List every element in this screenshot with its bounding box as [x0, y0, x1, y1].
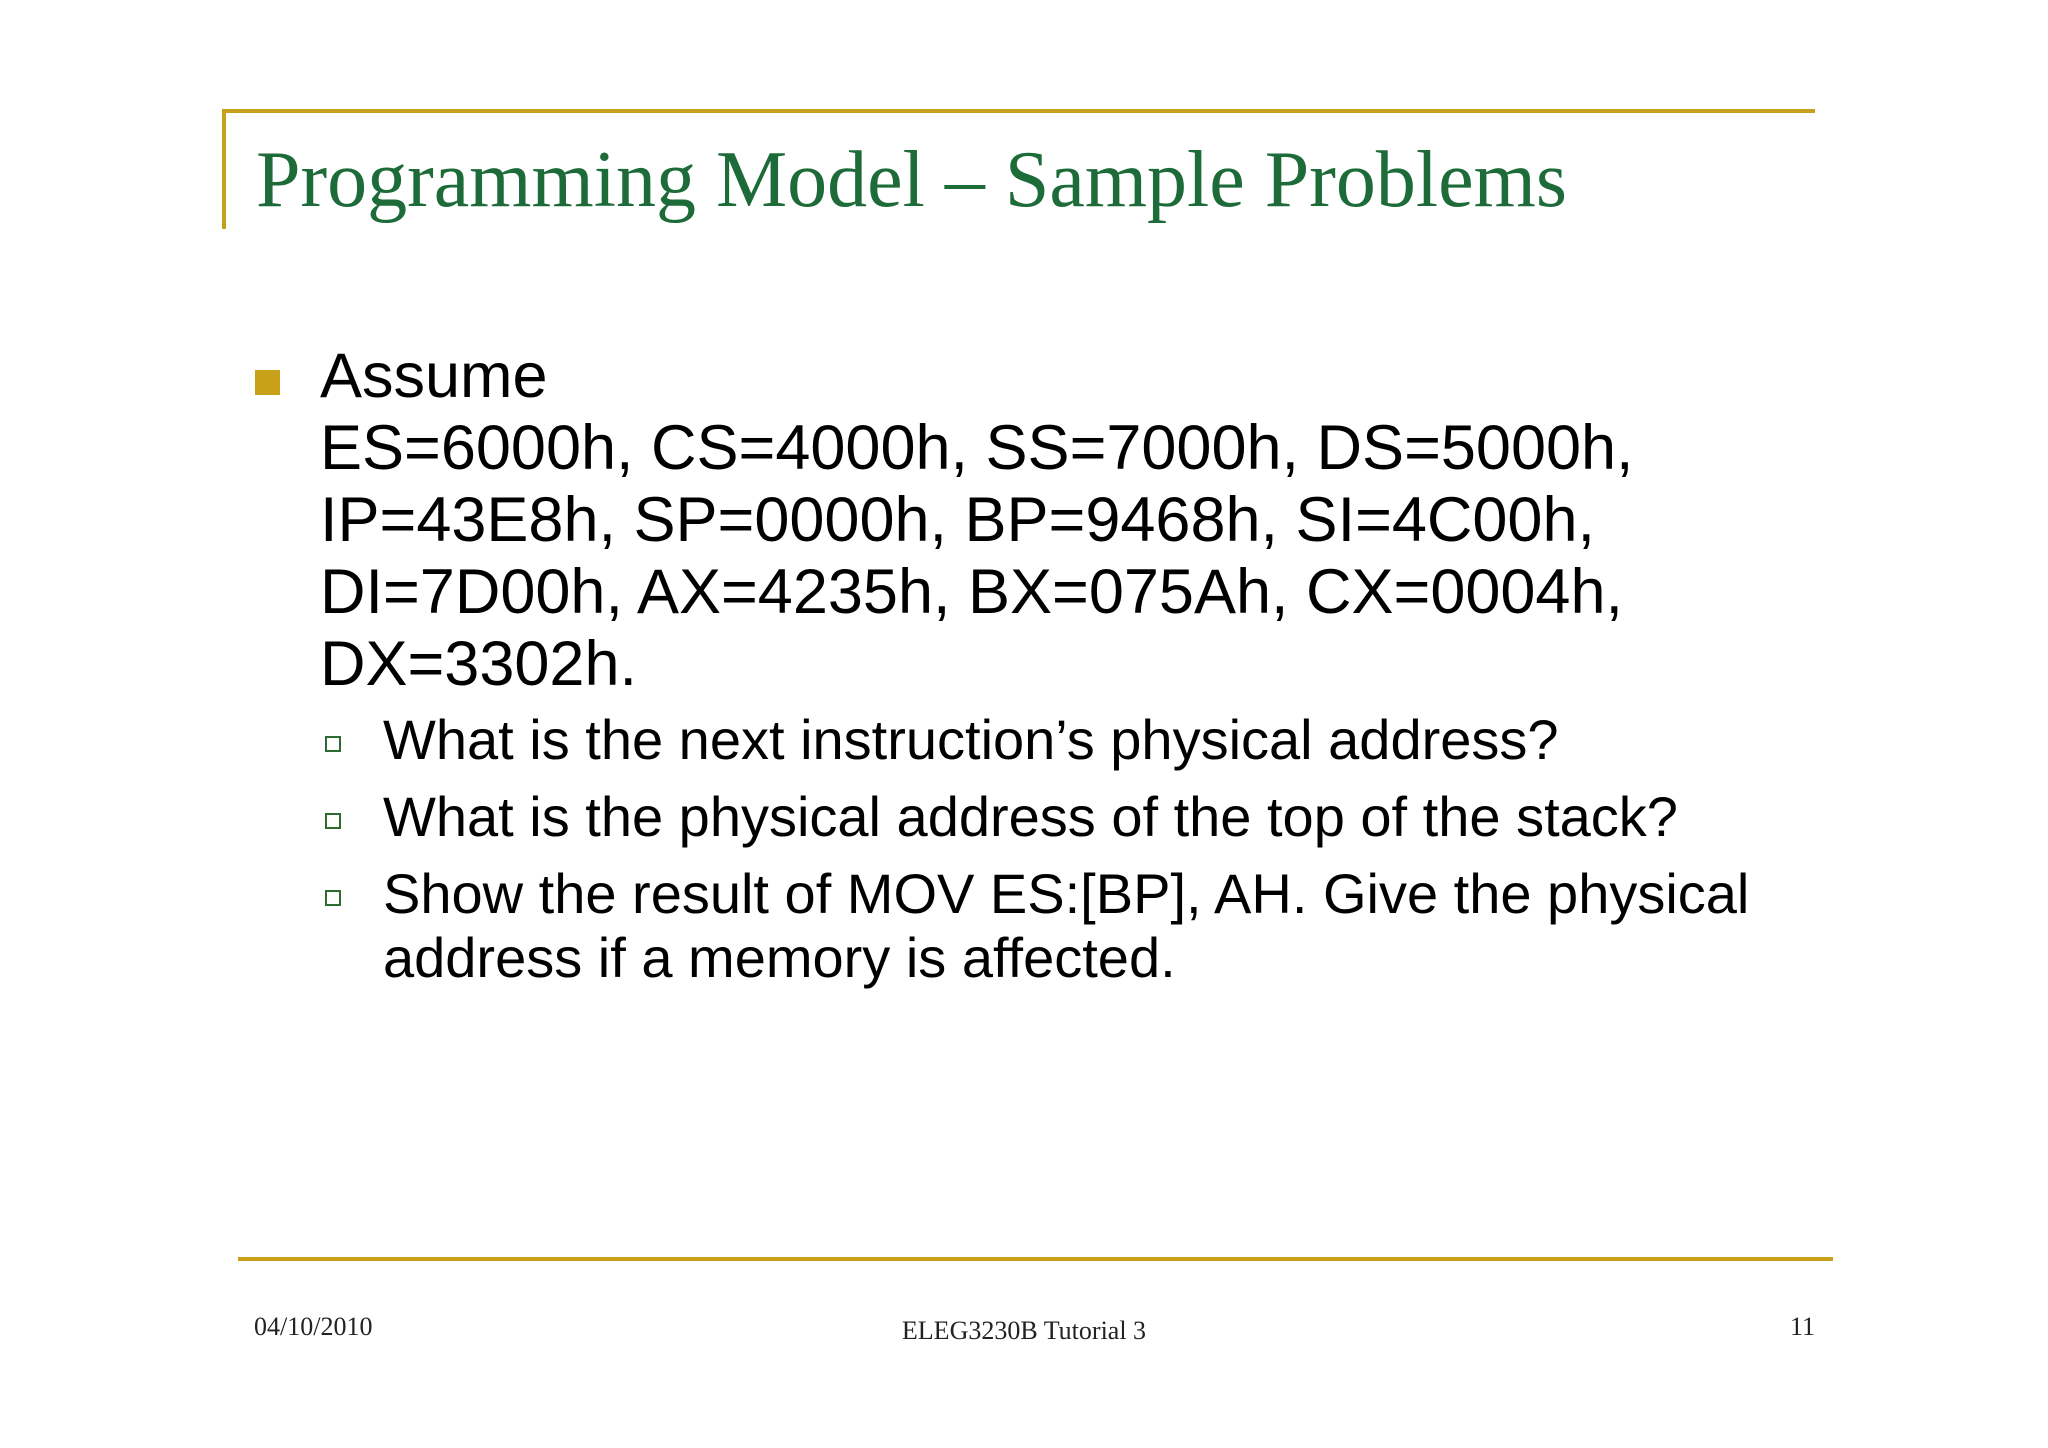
hollow-square-bullet-icon [325, 813, 341, 829]
sub-bullet-text: What is the physical address of the top of the stack? [383, 785, 1678, 848]
main-bullet-label: Assume [320, 341, 548, 411]
sub-bullet-text: What is the next instruction’s physical address? [383, 708, 1559, 771]
slide-body [255, 340, 1855, 1003]
footer-rule [238, 1257, 1833, 1261]
register-line-1: ES=6000h, CS=4000h, SS=7000h, DS=5000h, [320, 413, 1634, 483]
title-left-rule [222, 109, 226, 229]
main-bullet-text [320, 340, 1855, 700]
footer-date: 04/10/2010 [254, 1312, 373, 1341]
sub-bullet-item [320, 862, 1855, 990]
square-bullet-icon [255, 370, 280, 395]
footer-course: ELEG3230B Tutorial 3 [901, 1316, 1147, 1345]
title-top-rule [222, 109, 1815, 113]
hollow-square-bullet-icon [325, 890, 341, 906]
sub-bullet-text: Show the result of MOV ES:[BP], AH. Give the physical address if a memory is affected. [383, 862, 1750, 989]
register-line-3: DI=7D00h, AX=4235h, BX=075Ah, CX=0004h, [320, 557, 1624, 627]
hollow-square-bullet-icon [325, 736, 341, 752]
register-line-2: IP=43E8h, SP=0000h, BP=9468h, SI=4C00h, [320, 485, 1596, 555]
sub-bullet-list [320, 708, 1855, 990]
footer-page-number: 11 [1789, 1312, 1815, 1341]
sub-bullet-item [320, 708, 1855, 772]
slide-title: Programming Model – Sample Problems [256, 136, 1568, 224]
register-line-4: DX=3302h. [320, 629, 637, 699]
sub-bullet-item [320, 785, 1855, 849]
